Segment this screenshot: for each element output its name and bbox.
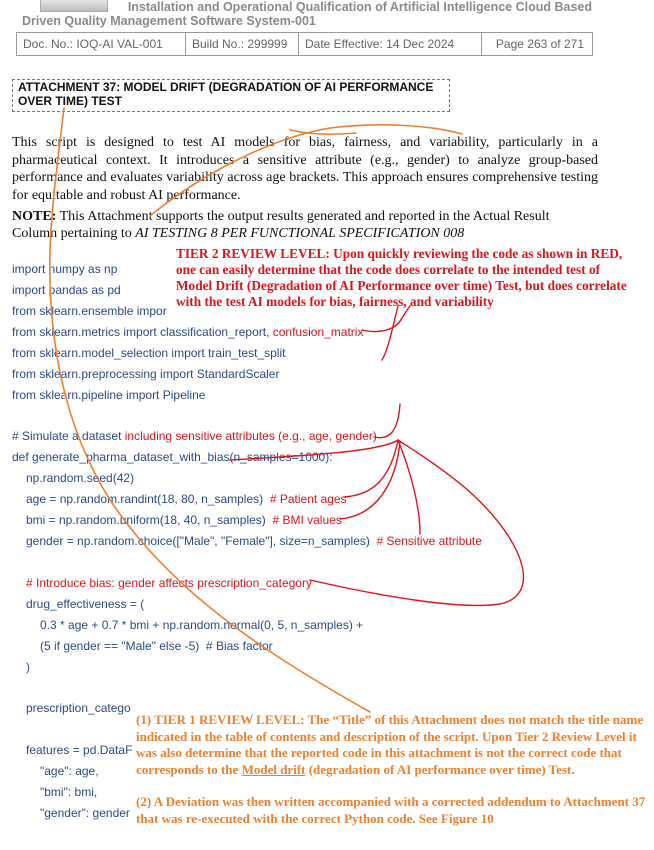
tier1-text-end: (degradation of AI performance over time) Test. (305, 761, 575, 777)
intro-paragraph: This script is designed to test AI models for bias, fairness, and variability, particularly in a pharmaceutical context. It introduces a sensitive attribute (e.g., gender) to analyze group-based performance and evaluates variability across age brackets. This approach ensures comprehensive testing for equitable and robust AI performance. (12, 135, 598, 203)
attachment-title: ATTACHMENT 37: MODEL DRIFT (DEGRADATION OF AI PERFORMANCE OVER TIME) TEST (12, 79, 450, 112)
code-highlight: # BMI values (272, 513, 342, 527)
red-bracket (230, 440, 398, 460)
tier1-paragraph-2: (2) A Deviation was then written accompanied with a corrected addendum to Attachment 37 that was re-executed with the correct Python code. See Figure 10 (136, 794, 646, 826)
code-line: from sklearn.pipeline import Pipeline (12, 388, 206, 402)
red-bracket (398, 440, 420, 534)
code-highlight: Introduce bias: gender affects prescription_category (36, 576, 312, 590)
page-number: Page 263 of 271 (495, 37, 584, 51)
red-stroke (382, 306, 398, 360)
code-line: import pandas as pd (12, 283, 121, 297)
code-line: (5 if gender == "Male" else -5) # Bias factor (40, 639, 273, 653)
date-effective: Date Effective: 14 Dec 2024 (299, 33, 482, 55)
orange-stroke (290, 130, 356, 134)
build-number: Build No.: 299999 (186, 33, 299, 55)
code-line: "age": age, (40, 764, 99, 778)
code-text: gender = np.random.choice(["Male", "Female"], size=n_samples) (26, 534, 377, 548)
code-highlight: # Sensitive attribute (376, 534, 482, 548)
red-bracket (310, 440, 523, 605)
red-bracket (362, 306, 410, 332)
code-line: from sklearn.model_selection import train_test_split (12, 346, 286, 360)
tier1-review-comment (136, 712, 646, 827)
code-line: np.random.seed(42) (26, 471, 135, 485)
code-text: # (26, 576, 37, 590)
tier1-paragraph-1 (136, 712, 646, 778)
code-line: features = pd.DataF (26, 743, 133, 757)
code-highlight: confusion_matrix (272, 325, 364, 339)
red-bracket (374, 404, 400, 438)
code-line: prescription_catego (26, 701, 131, 715)
tier2-review-comment: TIER 2 REVIEW LEVEL: Upon quickly reviewing the code as shown in RED, one can easily determine that the code does correlate to the intended test of Model Drift (Degradation of AI Performance over time) Test, but does correlate with the test AI models for bias, fairness, and variability (176, 246, 627, 309)
code-text: age = np.random.randint(18, 80, n_samples) (26, 492, 270, 506)
orange-stroke (150, 125, 462, 216)
document-subtitle: Driven Quality Management Software System-001 (22, 14, 316, 28)
code-text: bmi = np.random.uniform(18, 40, n_samples) (26, 513, 273, 527)
code-line: def generate_pharma_dataset_with_bias(n_samples=1000): (12, 450, 333, 464)
code-line: drug_effectiveness = ( (26, 597, 145, 611)
code-line: ) (26, 660, 30, 674)
code-line: "bmi": bmi, (40, 785, 98, 799)
note-label: NOTE: (12, 209, 57, 224)
code-line: 0.3 * age + 0.7 * bmi + np.random.normal(0, 5, n_samples) + (40, 618, 364, 632)
document-title: Installation and Operational Qualification of Artificial Intelligence Cloud Based (127, 0, 592, 14)
note-spec: AI TESTING 8 PER FUNCTIONAL SPECIFICATION 008 (135, 226, 465, 241)
doc-number: Doc. No.: IOQ-AI VAL-001 (17, 33, 186, 55)
code-line: from sklearn.ensemble impor (12, 304, 167, 318)
code-highlight: # Patient ages (269, 492, 347, 506)
orange-stroke (50, 108, 370, 712)
code-text: # Simulate a dataset (12, 429, 125, 443)
red-bracket (340, 442, 400, 519)
code-highlight: including sensitive attributes (e.g., age, gender) (124, 429, 377, 443)
tier1-text: (1) TIER 1 REVIEW LEVEL: The “Title” of this Attachment does not match the title name indicated in the table of contents and description of the script. Upon Tier 2 Review Level it was also determine that the reported code in this attachment is not the correct code that corresponds to the (136, 712, 644, 777)
note-text: This Attachment supports the output results generated and reported in the Actual Result Column pertaining to (12, 209, 550, 241)
code-line: from sklearn.preprocessing import StandardScaler (12, 367, 280, 381)
code-text: from sklearn.metrics import classification_report, (12, 325, 273, 339)
model-drift-underline: Model drift (241, 761, 306, 777)
code-line: import numpy as np (12, 262, 118, 276)
code-line: "gender": gender (40, 806, 130, 820)
